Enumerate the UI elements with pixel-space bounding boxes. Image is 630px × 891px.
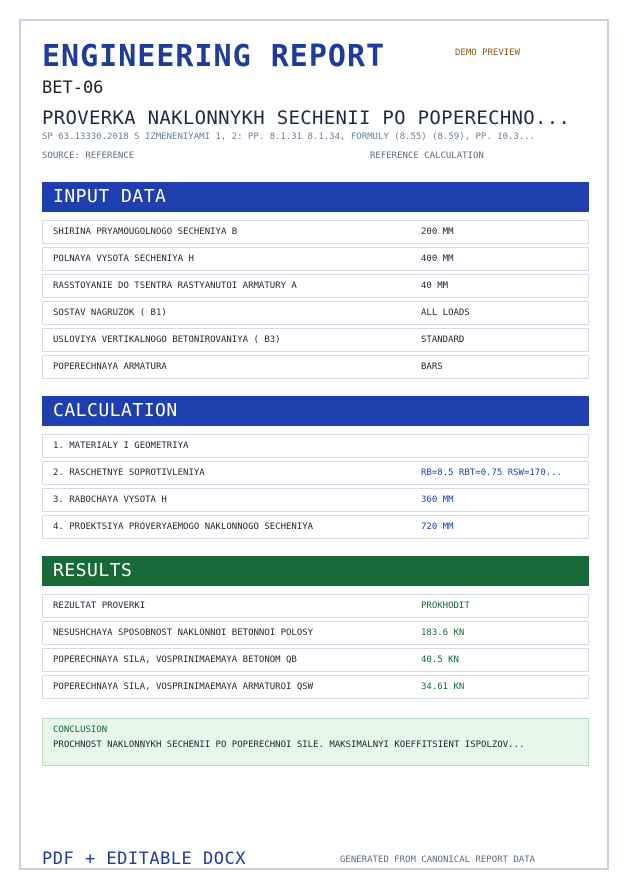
row-label: 3. RABOCHAYA VYSOTA H [53,495,167,505]
row-label: 1. MATERIALY I GEOMETRIYA [53,441,189,451]
row-value: 40 MM [421,281,449,291]
table-row [42,515,589,539]
table-row [42,274,589,298]
table-row [42,355,589,379]
row-label: SOSTAV NAGRUZOK ( B1) [53,308,167,318]
row-value: BARS [421,362,443,372]
row-value: PROKHODIT [421,601,470,611]
table-row [42,594,589,618]
row-label: NESUSHCHAYA SPOSOBNOST NAKLONNOI BETONNOI POLOSY [53,628,314,638]
row-value: 200 MM [421,227,454,237]
results-table [42,594,589,702]
calculation-table [42,434,589,542]
report-code: BET-06 [42,78,104,98]
calc-type-label: REFERENCE CALCULATION [370,151,484,161]
conclusion-text: PROCHNOST NAKLONNYKH SECHENII PO POPERECHNOI SILE. MAKSIMALNYI KOEFFITSIENT ISPOLZOV... [53,740,525,750]
footer-note: GENERATED FROM CANONICAL REPORT DATA [340,855,536,865]
export-formats: PDF + EDITABLE DOCX [42,849,246,869]
row-label: 2. RASCHETNYE SOPROTIVLENIYA [53,468,205,478]
demo-badge: DEMO PREVIEW [455,48,521,58]
report-title: ENGINEERING REPORT [42,39,386,74]
row-label: POPERECHNAYA ARMATURA [53,362,167,372]
table-row [42,328,589,352]
source-label: SOURCE: REFERENCE [42,151,135,161]
row-label: REZULTAT PROVERKI [53,601,146,611]
row-label: POPERECHNAYA SILA, VOSPRINIMAEMAYA BETONOM QB [53,655,297,665]
row-value: 40.5 KN [421,655,459,665]
table-row [42,434,589,458]
row-label: POLNAYA VYSOTA SECHENIYA H [53,254,194,264]
row-value: ALL LOADS [421,308,470,318]
report-page [19,19,609,870]
conclusion-label: CONCLUSION [53,725,108,735]
row-value: 360 MM [421,495,454,505]
table-row [42,247,589,271]
row-label: USLOVIYA VERTIKALNOGO BETONIROVANIYA ( B3) [53,335,281,345]
table-row [42,488,589,512]
row-label: SHIRINA PRYAMOUGOLNOGO SECHENIYA B [53,227,238,237]
input-data-table [42,220,589,382]
row-label: POPERECHNAYA SILA, VOSPRINIMAEMAYA ARMATUROI QSW [53,682,314,692]
table-row [42,621,589,645]
row-value: 183.6 KN [421,628,465,638]
row-value: 34.61 KN [421,682,465,692]
row-value: STANDARD [421,335,465,345]
input-data-heading: INPUT DATA [42,182,589,212]
table-row [42,675,589,699]
row-label: 4. PROEKTSIYA PROVERYAEMOGO NAKLONNOGO SECHENIYA [53,522,314,532]
table-row [42,301,589,325]
table-row [42,648,589,672]
row-value: 400 MM [421,254,454,264]
norm-reference: SP 63.13330.2018 S IZMENENIYAMI 1, 2: PP. 8.1.31 8.1.34, FORMULY (8.55) (8.59), PP. 10.3... [42,132,536,142]
document-title: PROVERKA NAKLONNYKH SECHENII PO POPERECHNO... [42,107,571,129]
calculation-heading: CALCULATION [42,396,589,426]
conclusion-box [42,718,589,766]
row-value: 720 MM [421,522,454,532]
row-value: RB=8.5 RBT=0.75 RSW=170... [421,468,562,478]
table-row [42,220,589,244]
row-label: RASSTOYANIE DO TSENTRA RASTYANUTOI ARMATURY A [53,281,297,291]
results-heading: RESULTS [42,556,589,586]
table-row [42,461,589,485]
